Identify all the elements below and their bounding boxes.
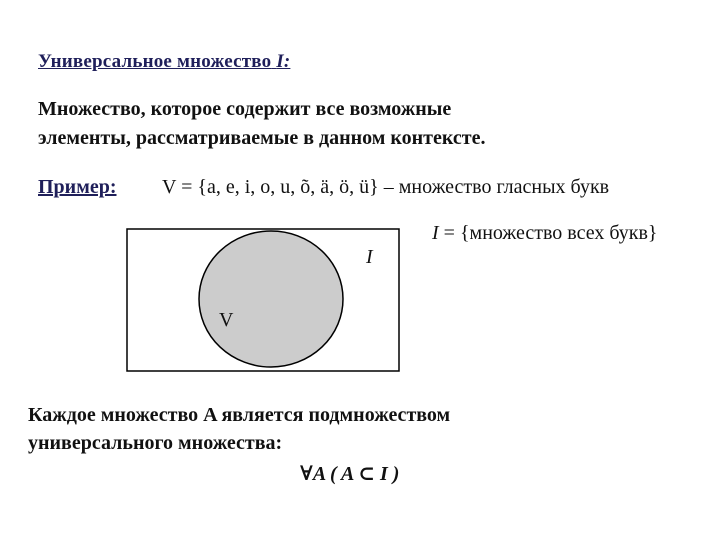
- subset-circle: [199, 231, 343, 367]
- universe-symbol: I: [432, 222, 439, 244]
- title-text: Универсальное множество: [38, 51, 272, 72]
- universe-text: = {множество всех букв}: [438, 222, 658, 244]
- example-label: Пример:: [38, 176, 117, 198]
- venn-universe-label: I: [366, 246, 373, 268]
- slide-title: [38, 51, 290, 73]
- example-set: V = {a, e, i, o, u, õ, ä, ö, ü} – множество гласных букв: [162, 176, 610, 198]
- definition-text: [38, 95, 486, 153]
- statement-line-2: универсального множества:: [28, 432, 283, 454]
- subset-statement: [28, 401, 450, 457]
- universe-definition: [432, 222, 658, 245]
- title-symbol: I:: [276, 51, 291, 72]
- subset-formula: ∀A ( A ⊂ I ): [300, 463, 400, 485]
- venn-subset-label: V: [219, 309, 234, 331]
- definition-line-2: элементы, рассматриваемые в данном контексте.: [38, 127, 486, 149]
- statement-line-1: Каждое множество A является подмножеством: [28, 404, 451, 426]
- definition-line-1: Множество, которое содержит все возможные: [38, 98, 452, 120]
- venn-diagram: [126, 228, 400, 372]
